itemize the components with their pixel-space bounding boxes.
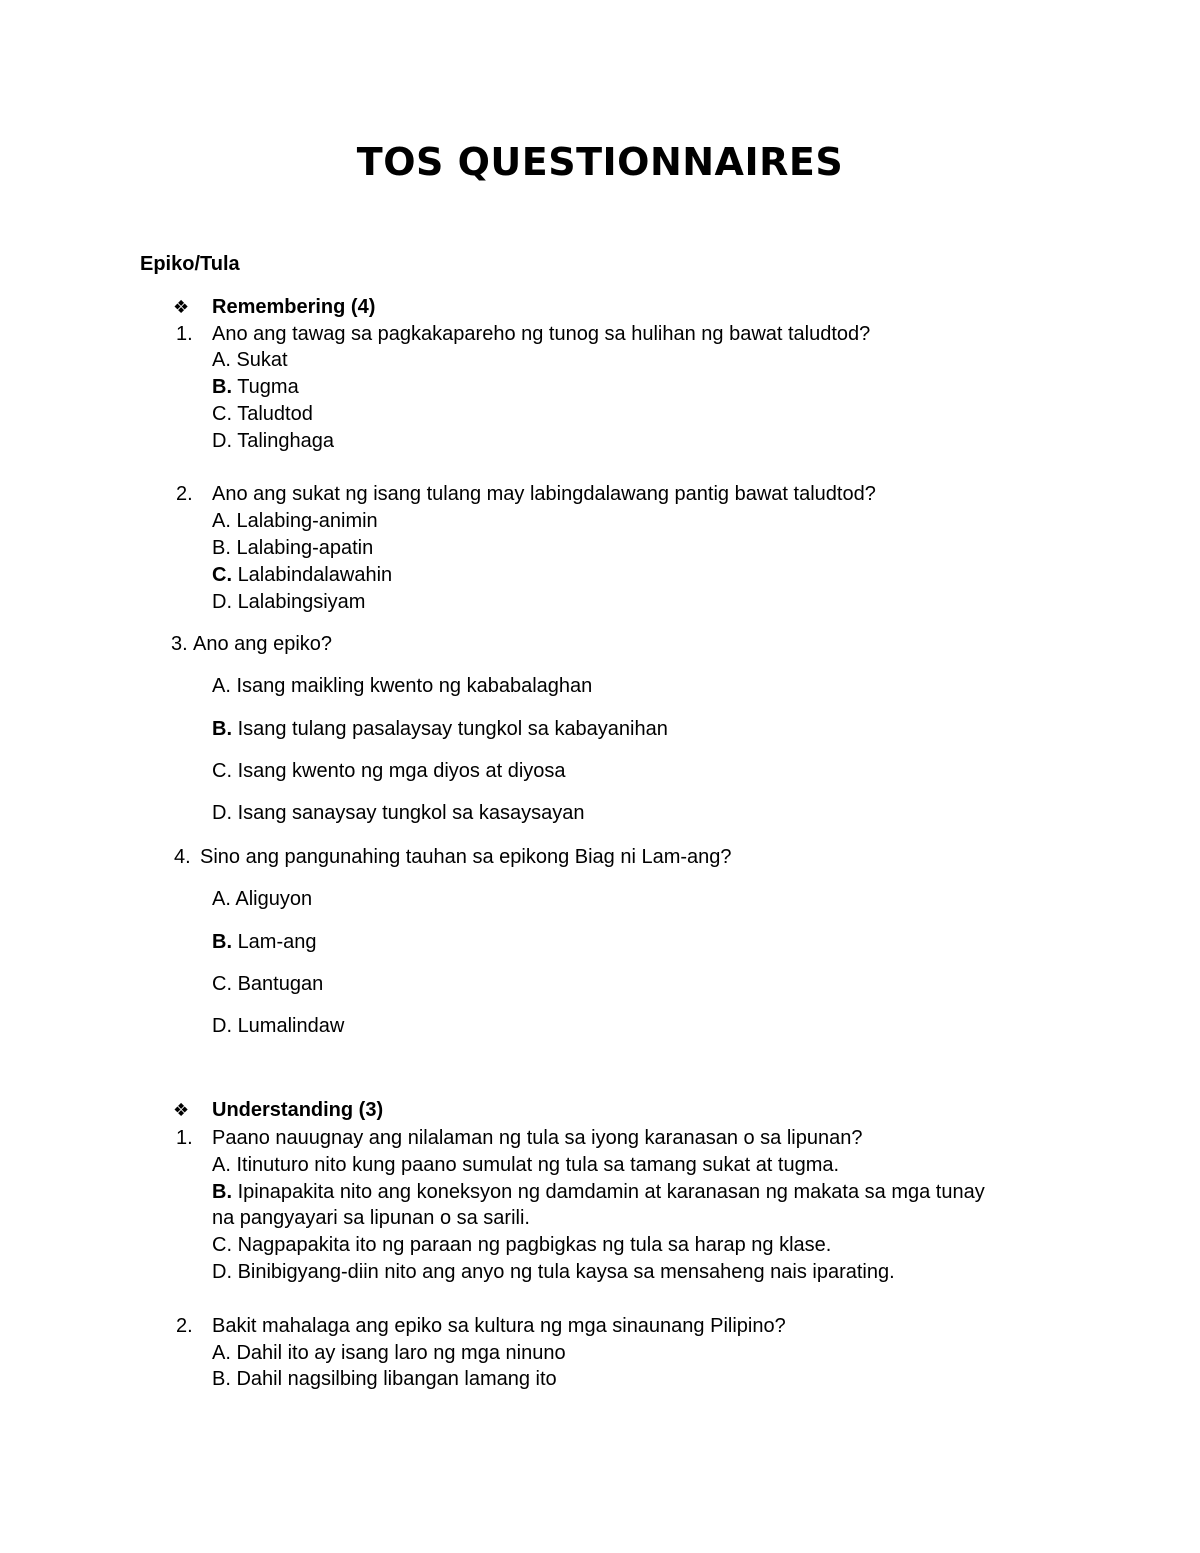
option-text: Taludtod — [237, 403, 313, 425]
option-a — [212, 1152, 839, 1179]
question-text: Sino ang pangunahing tauhan sa epikong Biag ni Lam-ang? — [200, 846, 732, 868]
option-text: Itinuturo nito kung paano sumulat ng tula sa tamang sukat at tugma. — [236, 1154, 840, 1176]
option-letter: B. — [212, 718, 232, 740]
option-d — [212, 1259, 895, 1286]
option-text: Lalabindalawahin — [237, 564, 393, 586]
question-number: 1. — [176, 1127, 193, 1149]
option-letter: B. — [212, 1181, 232, 1203]
option-letter: C. — [212, 973, 232, 995]
option-text: Aliguyon — [235, 888, 313, 910]
option-letter: A. — [212, 675, 231, 697]
diamond-bullet-icon: ❖ — [173, 297, 190, 317]
option-text: Lalabing-apatin — [236, 537, 374, 559]
option-d — [212, 800, 584, 827]
option-text: Isang kwento ng mga diyos at diyosa — [237, 760, 566, 782]
option-text: Dahil ito ay isang laro ng mga ninuno — [236, 1342, 566, 1364]
option-a — [212, 508, 378, 535]
option-letter: A. — [212, 349, 231, 371]
option-b-answer — [212, 374, 299, 401]
question-number: 2. — [176, 1315, 193, 1337]
option-a — [212, 1340, 566, 1367]
option-letter: D. — [212, 430, 232, 452]
option-letter: B. — [212, 1368, 231, 1390]
question-text: Paano nauugnay ang nilalaman ng tula sa iyong karanasan o sa lipunan? — [212, 1127, 863, 1149]
option-letter: D. — [212, 1261, 232, 1283]
option-text: Lumalindaw — [237, 1015, 345, 1037]
understanding-heading: Understanding (3) — [212, 1099, 384, 1121]
option-c — [212, 758, 566, 785]
option-b-answer — [212, 1179, 985, 1206]
option-letter: B. — [212, 931, 232, 953]
question-text: Ano ang epiko? — [193, 633, 333, 655]
option-text: Lalabingsiyam — [237, 591, 366, 613]
option-letter: A. — [212, 510, 231, 532]
option-text: Dahil nagsilbing libangan lamang ito — [236, 1368, 557, 1390]
option-a — [212, 886, 312, 913]
option-letter: D. — [212, 591, 232, 613]
question-number: 1. — [176, 323, 193, 345]
option-letter: C. — [212, 403, 232, 425]
option-a — [212, 347, 288, 374]
option-letter: B. — [212, 537, 231, 559]
option-letter: D. — [212, 1015, 232, 1037]
section-heading: Epiko/Tula — [140, 253, 240, 275]
option-b-answer — [212, 929, 317, 956]
remembering-heading: Remembering (4) — [212, 296, 376, 318]
option-text: Tugma — [237, 376, 299, 398]
option-a — [212, 673, 592, 700]
page-title: TOS QUESTIONNAIRES — [356, 140, 844, 184]
option-text: Isang sanaysay tungkol sa kasaysayan — [237, 802, 585, 824]
option-text: Binibigyang-diin nito ang anyo ng tula kaysa sa mensaheng nais iparating. — [237, 1261, 895, 1283]
option-text: Lalabing-animin — [236, 510, 378, 532]
option-text: Bantugan — [237, 973, 324, 995]
option-letter: A. — [212, 1342, 231, 1364]
diamond-bullet-icon: ❖ — [173, 1100, 190, 1120]
question-number: 4. — [174, 846, 191, 868]
option-b — [212, 535, 373, 562]
option-b-continuation — [212, 1205, 530, 1232]
option-letter: A. — [212, 1154, 231, 1176]
option-text: Isang maikling kwento ng kababalaghan — [236, 675, 593, 697]
option-text: Lam-ang — [237, 931, 317, 953]
option-c — [212, 401, 313, 428]
question-number: 3. — [171, 633, 188, 655]
option-letter: C. — [212, 564, 232, 586]
question-text: Ano ang sukat ng isang tulang may labingdalawang pantig bawat taludtod? — [212, 483, 876, 505]
option-letter: D. — [212, 802, 232, 824]
option-letter: C. — [212, 1234, 232, 1256]
option-d — [212, 1013, 344, 1040]
option-b-answer — [212, 716, 668, 743]
option-d — [212, 589, 365, 616]
option-letter: C. — [212, 760, 232, 782]
option-c — [212, 1232, 831, 1259]
option-letter: B. — [212, 376, 232, 398]
option-text: Nagpapakita ito ng paraan ng pagbigkas ng tula sa harap ng klase. — [237, 1234, 832, 1256]
option-text: Sukat — [236, 349, 288, 371]
question-number: 2. — [176, 483, 193, 505]
option-text: Ipinapakita nito ang koneksyon ng damdamin at karanasan ng makata sa mga tunay — [237, 1181, 985, 1203]
option-text: Isang tulang pasalaysay tungkol sa kabayanihan — [237, 718, 668, 740]
option-c — [212, 971, 323, 998]
question-text: Bakit mahalaga ang epiko sa kultura ng mga sinaunang Pilipino? — [212, 1315, 786, 1337]
option-d — [212, 428, 334, 455]
option-text: na pangyayari sa lipunan o sa sarili. — [212, 1207, 530, 1229]
option-c-answer — [212, 562, 392, 589]
question-text: Ano ang tawag sa pagkakapareho ng tunog sa hulihan ng bawat taludtod? — [212, 323, 871, 345]
option-letter: A. — [212, 888, 231, 910]
option-b — [212, 1366, 557, 1393]
option-text: Talinghaga — [237, 430, 334, 452]
